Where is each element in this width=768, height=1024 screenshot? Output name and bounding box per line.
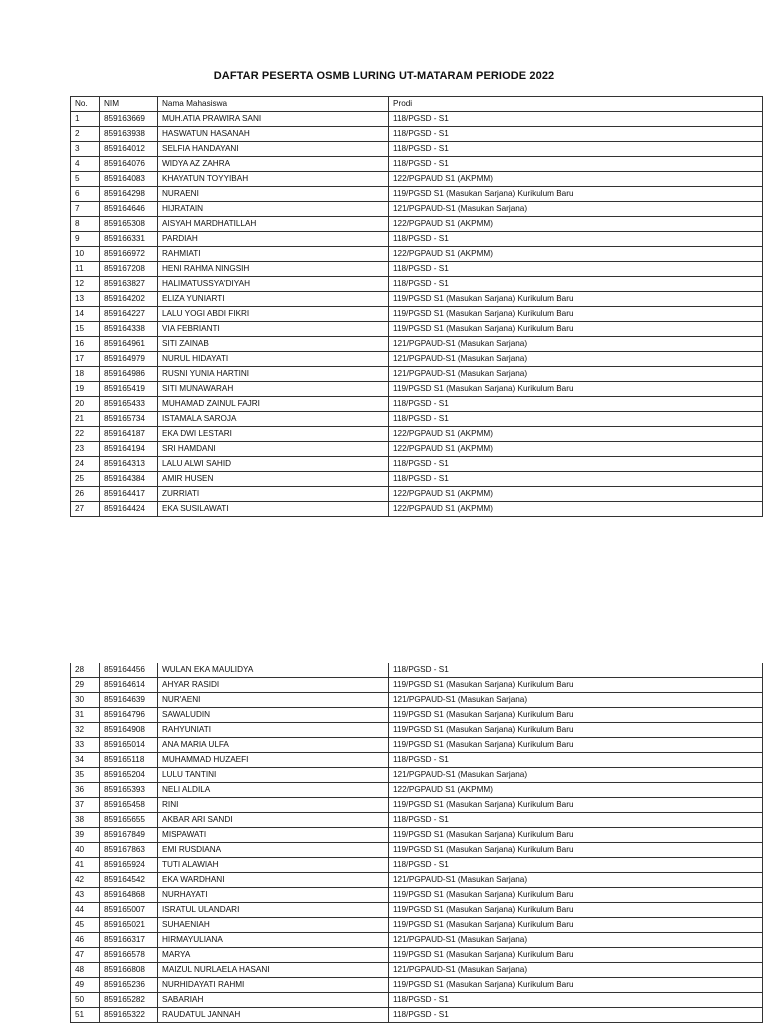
cell-prodi: 118/PGSD - S1 <box>389 813 763 828</box>
table-row <box>71 783 763 798</box>
cell-nama: ANA MARIA ULFA <box>158 738 389 753</box>
table-row <box>71 858 763 873</box>
cell-no: 37 <box>71 798 100 813</box>
table-row <box>71 142 763 157</box>
cell-no: 10 <box>71 247 100 262</box>
cell-nim: 859164542 <box>100 873 158 888</box>
cell-nama: EMI RUSDIANA <box>158 843 389 858</box>
cell-nim: 859165236 <box>100 978 158 993</box>
cell-no: 25 <box>71 472 100 487</box>
cell-nama: AKBAR ARI SANDI <box>158 813 389 828</box>
cell-prodi: 119/PGSD S1 (Masukan Sarjana) Kurikulum Baru <box>389 322 763 337</box>
cell-nama: ZURRIATI <box>158 487 389 502</box>
cell-no: 33 <box>71 738 100 753</box>
table-row <box>71 993 763 1008</box>
cell-nim: 859164227 <box>100 307 158 322</box>
cell-prodi: 119/PGSD S1 (Masukan Sarjana) Kurikulum Baru <box>389 187 763 202</box>
cell-prodi: 122/PGPAUD S1 (AKPMM) <box>389 217 763 232</box>
cell-no: 23 <box>71 442 100 457</box>
table-row <box>71 397 763 412</box>
cell-no: 35 <box>71 768 100 783</box>
cell-nama: RAHYUNIATI <box>158 723 389 738</box>
table-row <box>71 367 763 382</box>
cell-no: 12 <box>71 277 100 292</box>
cell-prodi: 121/PGPAUD-S1 (Masukan Sarjana) <box>389 337 763 352</box>
cell-nim: 859166578 <box>100 948 158 963</box>
cell-nama: VIA FEBRIANTI <box>158 322 389 337</box>
cell-prodi: 119/PGSD S1 (Masukan Sarjana) Kurikulum Baru <box>389 798 763 813</box>
table-row <box>71 277 763 292</box>
cell-prodi: 118/PGSD - S1 <box>389 412 763 427</box>
cell-no: 44 <box>71 903 100 918</box>
cell-prodi: 121/PGPAUD-S1 (Masukan Sarjana) <box>389 873 763 888</box>
cell-nama: MAIZUL NURLAELA HASANI <box>158 963 389 978</box>
cell-prodi: 119/PGSD S1 (Masukan Sarjana) Kurikulum Baru <box>389 888 763 903</box>
table-row <box>71 127 763 142</box>
table-row <box>71 157 763 172</box>
cell-prodi: 121/PGPAUD-S1 (Masukan Sarjana) <box>389 352 763 367</box>
cell-nama: AHYAR RASIDI <box>158 678 389 693</box>
cell-no: 2 <box>71 127 100 142</box>
cell-nim: 859165924 <box>100 858 158 873</box>
cell-no: 26 <box>71 487 100 502</box>
cell-nim: 859167863 <box>100 843 158 858</box>
cell-nim: 859164614 <box>100 678 158 693</box>
cell-nim: 859164456 <box>100 663 158 678</box>
cell-nim: 859164961 <box>100 337 158 352</box>
table-row <box>71 427 763 442</box>
cell-nama: NUR'AENI <box>158 693 389 708</box>
table-row <box>71 978 763 993</box>
cell-nama: ELIZA YUNIARTI <box>158 292 389 307</box>
cell-prodi: 119/PGSD S1 (Masukan Sarjana) Kurikulum Baru <box>389 723 763 738</box>
cell-nama: NURUL HIDAYATI <box>158 352 389 367</box>
cell-nim: 859165322 <box>100 1008 158 1023</box>
cell-no: 36 <box>71 783 100 798</box>
cell-prodi: 121/PGPAUD-S1 (Masukan Sarjana) <box>389 963 763 978</box>
cell-nim: 859164012 <box>100 142 158 157</box>
table-row <box>71 753 763 768</box>
cell-nama: SAWALUDIN <box>158 708 389 723</box>
cell-prodi: 118/PGSD - S1 <box>389 157 763 172</box>
cell-no: 6 <box>71 187 100 202</box>
cell-no: 40 <box>71 843 100 858</box>
cell-nama: RAUDATUL JANNAH <box>158 1008 389 1023</box>
table-row <box>71 352 763 367</box>
cell-no: 31 <box>71 708 100 723</box>
cell-prodi: 121/PGPAUD-S1 (Masukan Sarjana) <box>389 202 763 217</box>
cell-prodi: 119/PGSD S1 (Masukan Sarjana) Kurikulum Baru <box>389 382 763 397</box>
table-row <box>71 382 763 397</box>
cell-nama: KHAYATUN TOYYIBAH <box>158 172 389 187</box>
cell-nim: 859165021 <box>100 918 158 933</box>
table-row <box>71 1008 763 1023</box>
cell-nama: SRI HAMDANI <box>158 442 389 457</box>
cell-prodi: 118/PGSD - S1 <box>389 472 763 487</box>
cell-nama: RINI <box>158 798 389 813</box>
cell-nim: 859163938 <box>100 127 158 142</box>
cell-nama: MISPAWATI <box>158 828 389 843</box>
cell-nama: EKA WARDHANI <box>158 873 389 888</box>
cell-nama: EKA DWI LESTARI <box>158 427 389 442</box>
table-row <box>71 187 763 202</box>
cell-no: 49 <box>71 978 100 993</box>
participant-table-page-1 <box>70 96 763 517</box>
cell-no: 34 <box>71 753 100 768</box>
table-row <box>71 693 763 708</box>
cell-prodi: 119/PGSD S1 (Masukan Sarjana) Kurikulum Baru <box>389 978 763 993</box>
cell-prodi: 119/PGSD S1 (Masukan Sarjana) Kurikulum Baru <box>389 678 763 693</box>
cell-nim: 859166317 <box>100 933 158 948</box>
table-row <box>71 502 763 517</box>
cell-nama: RUSNI YUNIA HARTINI <box>158 367 389 382</box>
document-title: DAFTAR PESERTA OSMB LURING UT-MATARAM PERIODE 2022 <box>213 70 555 82</box>
cell-no: 32 <box>71 723 100 738</box>
cell-prodi: 118/PGSD - S1 <box>389 663 763 678</box>
cell-prodi: 119/PGSD S1 (Masukan Sarjana) Kurikulum Baru <box>389 948 763 963</box>
cell-prodi: 122/PGPAUD S1 (AKPMM) <box>389 487 763 502</box>
cell-nama: WULAN EKA MAULIDYA <box>158 663 389 678</box>
table-row <box>71 948 763 963</box>
cell-no: 30 <box>71 693 100 708</box>
cell-prodi: 119/PGSD S1 (Masukan Sarjana) Kurikulum Baru <box>389 918 763 933</box>
cell-no: 19 <box>71 382 100 397</box>
table-row <box>71 307 763 322</box>
table-row <box>71 843 763 858</box>
table-row <box>71 112 763 127</box>
table-row <box>71 933 763 948</box>
cell-nama: PARDIAH <box>158 232 389 247</box>
table-row <box>71 292 763 307</box>
table-row <box>71 798 763 813</box>
cell-nim: 859165734 <box>100 412 158 427</box>
cell-nama: NELI ALDILA <box>158 783 389 798</box>
table-row <box>71 472 763 487</box>
cell-prodi: 121/PGPAUD-S1 (Masukan Sarjana) <box>389 933 763 948</box>
cell-nama: HALIMATUSSYA'DIYAH <box>158 277 389 292</box>
column-header-prodi: Prodi <box>389 97 763 112</box>
cell-nim: 859163669 <box>100 112 158 127</box>
cell-nim: 859165433 <box>100 397 158 412</box>
cell-no: 45 <box>71 918 100 933</box>
cell-nim: 859165308 <box>100 217 158 232</box>
table-row <box>71 768 763 783</box>
cell-nim: 859165419 <box>100 382 158 397</box>
cell-prodi: 118/PGSD - S1 <box>389 753 763 768</box>
cell-no: 3 <box>71 142 100 157</box>
cell-prodi: 122/PGPAUD S1 (AKPMM) <box>389 172 763 187</box>
cell-prodi: 118/PGSD - S1 <box>389 112 763 127</box>
cell-prodi: 118/PGSD - S1 <box>389 127 763 142</box>
table-row <box>71 708 763 723</box>
cell-no: 39 <box>71 828 100 843</box>
table-row <box>71 247 763 262</box>
cell-nama: LALU ALWI SAHID <box>158 457 389 472</box>
cell-nim: 859164908 <box>100 723 158 738</box>
cell-nim: 859165282 <box>100 993 158 1008</box>
cell-no: 14 <box>71 307 100 322</box>
table-row <box>71 888 763 903</box>
cell-nim: 859164868 <box>100 888 158 903</box>
cell-nim: 859165014 <box>100 738 158 753</box>
table-row <box>71 337 763 352</box>
cell-nim: 859165118 <box>100 753 158 768</box>
cell-no: 46 <box>71 933 100 948</box>
cell-prodi: 118/PGSD - S1 <box>389 397 763 412</box>
cell-nama: LULU TANTINI <box>158 768 389 783</box>
cell-nama: SITI ZAINAB <box>158 337 389 352</box>
cell-nim: 859164986 <box>100 367 158 382</box>
cell-prodi: 119/PGSD S1 (Masukan Sarjana) Kurikulum Baru <box>389 307 763 322</box>
cell-prodi: 122/PGPAUD S1 (AKPMM) <box>389 502 763 517</box>
cell-nim: 859163827 <box>100 277 158 292</box>
cell-nama: LALU YOGI ABDI FIKRI <box>158 307 389 322</box>
table-row <box>71 738 763 753</box>
cell-nama: NURHIDAYATI RAHMI <box>158 978 389 993</box>
table-row <box>71 903 763 918</box>
cell-prodi: 118/PGSD - S1 <box>389 1008 763 1023</box>
column-header-no: No. <box>71 97 100 112</box>
cell-nim: 859167208 <box>100 262 158 277</box>
cell-nim: 859164424 <box>100 502 158 517</box>
cell-no: 42 <box>71 873 100 888</box>
cell-nim: 859164338 <box>100 322 158 337</box>
cell-no: 22 <box>71 427 100 442</box>
cell-nama: HASWATUN HASANAH <box>158 127 389 142</box>
cell-nim: 859164083 <box>100 172 158 187</box>
cell-nama: AMIR HUSEN <box>158 472 389 487</box>
cell-nim: 859164076 <box>100 157 158 172</box>
cell-nim: 859165655 <box>100 813 158 828</box>
table-row <box>71 963 763 978</box>
cell-nama: SABARIAH <box>158 993 389 1008</box>
cell-prodi: 118/PGSD - S1 <box>389 262 763 277</box>
cell-nim: 859165458 <box>100 798 158 813</box>
cell-no: 29 <box>71 678 100 693</box>
cell-no: 1 <box>71 112 100 127</box>
cell-no: 38 <box>71 813 100 828</box>
cell-nim: 859164202 <box>100 292 158 307</box>
table-row <box>71 232 763 247</box>
cell-prodi: 122/PGPAUD S1 (AKPMM) <box>389 442 763 457</box>
table-row <box>71 322 763 337</box>
cell-prodi: 119/PGSD S1 (Masukan Sarjana) Kurikulum Baru <box>389 708 763 723</box>
cell-nama: SITI MUNAWARAH <box>158 382 389 397</box>
table-row <box>71 723 763 738</box>
cell-nama: HIJRATAIN <box>158 202 389 217</box>
cell-no: 5 <box>71 172 100 187</box>
cell-prodi: 122/PGPAUD S1 (AKPMM) <box>389 783 763 798</box>
cell-nama: MUHAMMAD HUZAEFI <box>158 753 389 768</box>
cell-prodi: 121/PGPAUD-S1 (Masukan Sarjana) <box>389 367 763 382</box>
table-row <box>71 217 763 232</box>
cell-no: 16 <box>71 337 100 352</box>
cell-nama: EKA SUSILAWATI <box>158 502 389 517</box>
cell-prodi: 118/PGSD - S1 <box>389 277 763 292</box>
cell-prodi: 119/PGSD S1 (Masukan Sarjana) Kurikulum Baru <box>389 292 763 307</box>
cell-nim: 859164313 <box>100 457 158 472</box>
cell-nim: 859164187 <box>100 427 158 442</box>
cell-nama: AISYAH MARDHATILLAH <box>158 217 389 232</box>
cell-nama: MARYA <box>158 948 389 963</box>
table-row <box>71 442 763 457</box>
cell-no: 43 <box>71 888 100 903</box>
cell-no: 20 <box>71 397 100 412</box>
table-row <box>71 828 763 843</box>
cell-prodi: 119/PGSD S1 (Masukan Sarjana) Kurikulum Baru <box>389 828 763 843</box>
cell-nim: 859166808 <box>100 963 158 978</box>
table-row <box>71 262 763 277</box>
table-row <box>71 487 763 502</box>
cell-nama: MUH.ATIA PRAWIRA SANI <box>158 112 389 127</box>
cell-no: 13 <box>71 292 100 307</box>
cell-no: 51 <box>71 1008 100 1023</box>
cell-nim: 859164796 <box>100 708 158 723</box>
cell-nim: 859164979 <box>100 352 158 367</box>
cell-nama: HIRMAYULIANA <box>158 933 389 948</box>
table-row <box>71 172 763 187</box>
table-row <box>71 678 763 693</box>
cell-nama: MUHAMAD ZAINUL FAJRI <box>158 397 389 412</box>
cell-prodi: 118/PGSD - S1 <box>389 142 763 157</box>
cell-nama: NURAENI <box>158 187 389 202</box>
cell-no: 4 <box>71 157 100 172</box>
cell-no: 50 <box>71 993 100 1008</box>
cell-nama: SUHAENIAH <box>158 918 389 933</box>
cell-no: 28 <box>71 663 100 678</box>
table-row <box>71 457 763 472</box>
cell-nama: NURHAYATI <box>158 888 389 903</box>
cell-no: 7 <box>71 202 100 217</box>
cell-no: 41 <box>71 858 100 873</box>
cell-prodi: 122/PGPAUD S1 (AKPMM) <box>389 247 763 262</box>
cell-prodi: 118/PGSD - S1 <box>389 858 763 873</box>
cell-nim: 859164417 <box>100 487 158 502</box>
cell-nim: 859164646 <box>100 202 158 217</box>
cell-nim: 859165007 <box>100 903 158 918</box>
cell-no: 24 <box>71 457 100 472</box>
cell-no: 8 <box>71 217 100 232</box>
cell-nim: 859164194 <box>100 442 158 457</box>
cell-prodi: 118/PGSD - S1 <box>389 993 763 1008</box>
cell-nama: WIDYA AZ ZAHRA <box>158 157 389 172</box>
cell-prodi: 121/PGPAUD-S1 (Masukan Sarjana) <box>389 693 763 708</box>
cell-no: 9 <box>71 232 100 247</box>
cell-nim: 859166972 <box>100 247 158 262</box>
cell-nama: SELFIA HANDAYANI <box>158 142 389 157</box>
cell-prodi: 121/PGPAUD-S1 (Masukan Sarjana) <box>389 768 763 783</box>
cell-nim: 859166331 <box>100 232 158 247</box>
cell-nim: 859167849 <box>100 828 158 843</box>
table-row <box>71 813 763 828</box>
cell-nim: 859165393 <box>100 783 158 798</box>
table-row <box>71 873 763 888</box>
cell-no: 17 <box>71 352 100 367</box>
cell-nim: 859164384 <box>100 472 158 487</box>
cell-prodi: 119/PGSD S1 (Masukan Sarjana) Kurikulum Baru <box>389 903 763 918</box>
cell-nama: RAHMIATI <box>158 247 389 262</box>
cell-nama: ISRATUL ULANDARI <box>158 903 389 918</box>
cell-nim: 859164298 <box>100 187 158 202</box>
cell-prodi: 119/PGSD S1 (Masukan Sarjana) Kurikulum Baru <box>389 738 763 753</box>
cell-no: 48 <box>71 963 100 978</box>
table-row <box>71 918 763 933</box>
cell-no: 27 <box>71 502 100 517</box>
table-row <box>71 663 763 678</box>
participant-table-page-2 <box>70 663 763 1023</box>
column-header-nim: NIM <box>100 97 158 112</box>
cell-no: 11 <box>71 262 100 277</box>
cell-no: 15 <box>71 322 100 337</box>
cell-no: 21 <box>71 412 100 427</box>
cell-nama: ISTAMALA SAROJA <box>158 412 389 427</box>
cell-nama: TUTI ALAWIAH <box>158 858 389 873</box>
table-header-row <box>71 97 763 112</box>
cell-prodi: 119/PGSD S1 (Masukan Sarjana) Kurikulum Baru <box>389 843 763 858</box>
column-header-nama: Nama Mahasiswa <box>158 97 389 112</box>
cell-nama: HENI RAHMA NINGSIH <box>158 262 389 277</box>
cell-prodi: 118/PGSD - S1 <box>389 232 763 247</box>
table-row <box>71 202 763 217</box>
table-row <box>71 412 763 427</box>
cell-prodi: 122/PGPAUD S1 (AKPMM) <box>389 427 763 442</box>
cell-prodi: 118/PGSD - S1 <box>389 457 763 472</box>
cell-nim: 859164639 <box>100 693 158 708</box>
cell-no: 18 <box>71 367 100 382</box>
cell-nim: 859165204 <box>100 768 158 783</box>
cell-no: 47 <box>71 948 100 963</box>
